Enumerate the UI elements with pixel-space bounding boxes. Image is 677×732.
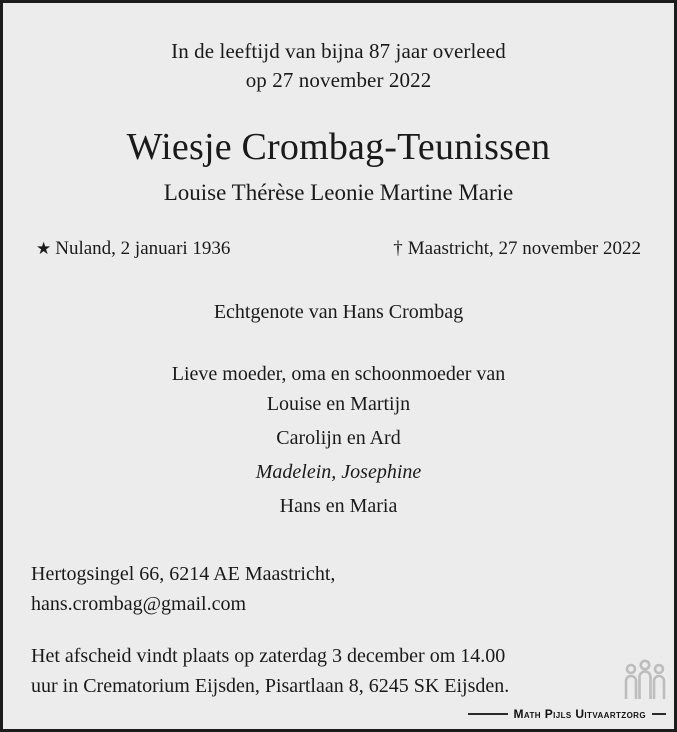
birth-place-date: Nuland, 2 januari 1936: [55, 238, 231, 259]
email-address[interactable]: hans.crombag@gmail.com: [31, 593, 247, 615]
age-line-1: In de leeftijd van bijna 87 jaar overleed: [171, 39, 506, 63]
notice-content: [3, 3, 674, 729]
footer-branding: [3, 691, 674, 725]
family-intro-line: Lieve moeder, oma en schoonmoeder van: [171, 363, 506, 385]
rule-left: [468, 713, 508, 715]
family-member: Madelein, Josephine: [255, 461, 422, 483]
family-list: [28, 387, 649, 523]
farewell-line-1: Het afscheid vindt plaats op zaterdag 3 december om 14.00: [31, 645, 506, 667]
family-member: Carolijn en Ard: [276, 427, 401, 449]
star-icon: ★: [36, 239, 52, 258]
farewell-details-block: [28, 619, 649, 701]
deceased-name: Wiesje Crombag-Teunissen: [126, 126, 551, 168]
address-line: Hertogsingel 66, 6214 AE Maastricht,: [31, 563, 336, 585]
family-member: Hans en Maria: [279, 495, 398, 517]
brand-lockup: [468, 707, 666, 725]
rule-right: [652, 713, 666, 715]
family-member: Louise en Martijn: [266, 393, 411, 415]
spouse-line: Echtgenote van Hans Crombag: [213, 301, 464, 323]
contact-address-block: [28, 523, 649, 619]
deceased-full-names: Louise Thérèse Leonie Martine Marie: [163, 180, 514, 205]
brand-name: Math Pijls Uitvaartzorg: [513, 707, 646, 721]
dagger-icon: †: [393, 238, 403, 259]
age-statement: [28, 3, 649, 95]
age-line-2: op 27 november 2022: [245, 68, 432, 92]
farewell-line-2: uur in Crematorium Eijsden, Pisartlaan 8, 6245 SK Eijsden.: [31, 675, 510, 697]
birth-entry: [36, 237, 230, 261]
death-place-date: Maastricht, 27 november 2022: [407, 238, 641, 259]
death-entry: [393, 237, 641, 261]
birth-death-row: [28, 207, 649, 261]
